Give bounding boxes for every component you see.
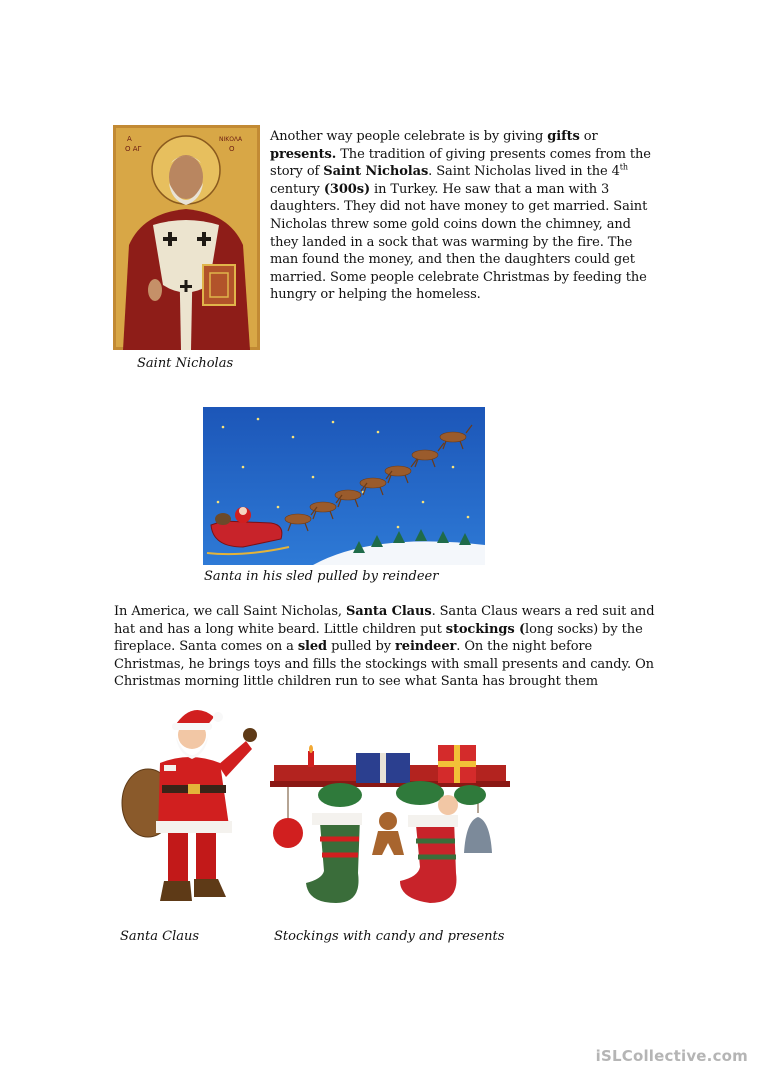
icon-inscription-left-2: Ο ΑΓ	[125, 145, 142, 153]
gift-tradition-paragraph: Another way people celebrate is by giving gifts or presents. The tradition of giving presents comes from the story of Saint Nicholas. Saint Nicholas lived in the 4th century (300s) in Turkey. He saw that a man with 3 daughters. They did not have money to get married. Saint Nicholas threw some gold coins down the chimney, and they landed in a sock that was warming by the fire. The man found the money, and then the daughters could get married. Some people celebrate Christmas by feeding the hungry or helping the homeless.	[270, 129, 651, 303]
saint-nicholas-caption: Saint Nicholas	[137, 356, 234, 371]
santa-claus-image	[120, 703, 260, 915]
santa-claus-paragraph: In America, we call Saint Nicholas, Santa Claus. Santa Claus wears a red suit and hat and has a long white beard. Little children put stockings (long socks) by the fireplace. Santa comes on a sled pulled by reindeer. On the night before Christmas, he brings toys and fills the stockings with small presents and candy. On Christmas morning little children run to see what Santa has brought them	[114, 604, 655, 690]
santa-claus-caption: Santa Claus	[120, 929, 200, 944]
santa-sled-image	[203, 407, 485, 565]
icon-inscription-right: ΝΙΚΟΛΑ	[219, 136, 243, 143]
stockings-image	[270, 743, 510, 915]
icon-inscription-left: Α	[127, 135, 132, 143]
islcollective-watermark: iSLCollective.com	[595, 1047, 748, 1065]
saint-nicholas-image	[113, 125, 260, 350]
stockings-caption: Stockings with candy and presents	[274, 929, 505, 944]
sled-caption: Santa in his sled pulled by reindeer	[204, 569, 439, 584]
icon-inscription-right-2: Ο	[229, 145, 235, 153]
